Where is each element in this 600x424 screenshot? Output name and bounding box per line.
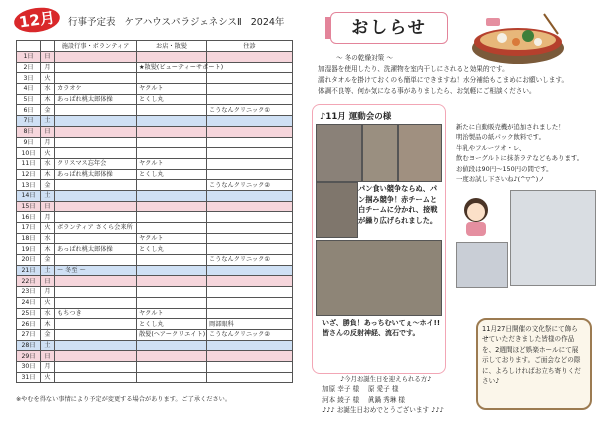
table-row	[17, 169, 293, 180]
birthday-line: ♪♪♪ お誕生日おめでとうございます ♪♪♪	[322, 406, 444, 414]
event-cell	[55, 190, 137, 201]
table-row	[17, 276, 293, 287]
column-header-dow	[41, 41, 55, 52]
dow-cell: 金	[41, 255, 55, 266]
day-cell: 19日	[17, 244, 41, 255]
day-cell: 23日	[17, 287, 41, 298]
event-cell	[55, 137, 137, 148]
shop-cell	[137, 126, 207, 137]
visit-cell	[207, 190, 293, 201]
visit-cell	[207, 223, 293, 234]
dow-cell: 日	[41, 201, 55, 212]
schedule-table	[16, 40, 293, 383]
visit-cell	[207, 233, 293, 244]
schedule-header-row	[17, 41, 293, 52]
dow-cell: 日	[41, 351, 55, 362]
month-badge: 12月	[13, 5, 62, 35]
day-cell: 16日	[17, 212, 41, 223]
event-cell	[55, 287, 137, 298]
day-cell: 6日	[17, 105, 41, 116]
vending-machine-photo	[510, 190, 596, 286]
shop-cell	[137, 212, 207, 223]
table-row	[17, 223, 293, 234]
event-cell	[55, 233, 137, 244]
vending-line: 一度お試し下さいね♪(^▽^)ノ	[456, 175, 545, 184]
vending-notice	[456, 122, 596, 184]
visit-cell: 岡部眼科	[207, 319, 293, 330]
day-cell: 25日	[17, 308, 41, 319]
dow-cell: 日	[41, 126, 55, 137]
event-cell	[55, 180, 137, 191]
table-row	[17, 62, 293, 73]
day-cell: 8日	[17, 126, 41, 137]
visit-cell	[207, 73, 293, 84]
shop-cell	[137, 190, 207, 201]
footnote: ※やむを得ない事情により予定が変更する場合があります。ご了承ください。	[16, 396, 232, 403]
visit-cell	[207, 84, 293, 95]
shop-cell	[137, 73, 207, 84]
birthday-heading: ♪今月お誕生日を迎えられる方♪	[340, 375, 432, 383]
table-row	[17, 116, 293, 127]
shop-cell	[137, 137, 207, 148]
event-cell	[55, 73, 137, 84]
vending-machine-photo-2	[456, 242, 508, 288]
event-cell: あっぱれ桃太郎体操	[55, 244, 137, 255]
column-header-shop: お店・散髪	[137, 41, 207, 52]
visit-cell: こうなんクリニック①	[207, 105, 293, 116]
event-cell	[55, 319, 137, 330]
shop-cell: ヤクルト	[137, 308, 207, 319]
event-cell: カラオケ	[55, 84, 137, 95]
shop-cell: とくし丸	[137, 244, 207, 255]
event-cell	[55, 212, 137, 223]
dow-cell: 水	[41, 158, 55, 169]
table-row	[17, 297, 293, 308]
day-cell: 4日	[17, 84, 41, 95]
shop-cell: とくし丸	[137, 169, 207, 180]
visit-cell	[207, 361, 293, 372]
table-row	[17, 137, 293, 148]
shop-cell	[137, 297, 207, 308]
day-cell: 27日	[17, 329, 41, 340]
day-cell: 30日	[17, 361, 41, 372]
event-cell: あっぱれ桃太郎体操	[55, 169, 137, 180]
dow-cell: 月	[41, 361, 55, 372]
shop-cell	[137, 116, 207, 127]
doc-label: 行事予定表	[68, 17, 116, 28]
dow-cell: 木	[41, 244, 55, 255]
table-row	[17, 319, 293, 330]
day-cell: 1日	[17, 52, 41, 63]
dow-cell: 月	[41, 137, 55, 148]
column-header-day	[17, 41, 41, 52]
visit-cell	[207, 297, 293, 308]
vending-line: 飲むヨーグルトに抹茶ラテなどもあります。	[456, 154, 584, 163]
dow-cell: 月	[41, 212, 55, 223]
vending-line: 明治製品の紙パック飲料です。	[456, 133, 545, 142]
sports-photo-3	[398, 124, 442, 182]
shop-cell	[137, 361, 207, 372]
dow-cell: 日	[41, 52, 55, 63]
event-cell	[55, 105, 137, 116]
day-cell: 13日	[17, 180, 41, 191]
visit-cell	[207, 137, 293, 148]
day-cell: 26日	[17, 319, 41, 330]
shop-cell: ヤクルト	[137, 233, 207, 244]
dow-cell: 火	[41, 297, 55, 308]
sports-photo-4	[316, 182, 358, 238]
dow-cell: 金	[41, 180, 55, 191]
vending-line: お値段は90円～150円の間です。	[456, 164, 553, 173]
column-header-visit: 往診	[207, 41, 293, 52]
shop-cell	[137, 372, 207, 383]
table-row	[17, 94, 293, 105]
shop-cell	[137, 255, 207, 266]
vending-line: 新たに自動販売機が追加されました！	[456, 123, 565, 131]
table-row	[17, 190, 293, 201]
day-cell: 22日	[17, 276, 41, 287]
table-row	[17, 372, 293, 383]
facility-name: ケアハウスパラジェネシスⅡ	[124, 17, 242, 28]
column-header-event: 施設行事・ボランティア	[55, 41, 137, 52]
dow-cell: 土	[41, 340, 55, 351]
birthday-line: 加原 幸子 様 原 愛子 様	[322, 385, 399, 393]
art-exhibit-note: 11月27日開催の文化祭にて飾らせていただきました皆様の作品を、2週間ほど娯楽ホールにて展示しております。ご面会などの際に、よろしければお立ち寄りください♪	[482, 325, 581, 386]
event-cell	[55, 52, 137, 63]
shop-cell: 散髪(ヘアークリエイト)	[137, 329, 207, 340]
dow-cell: 土	[41, 265, 55, 276]
day-cell: 21日	[17, 265, 41, 276]
event-cell	[55, 297, 137, 308]
table-row	[17, 84, 293, 95]
sports-photo-5	[316, 240, 442, 316]
event-cell: もちつき	[55, 308, 137, 319]
day-cell: 7日	[17, 116, 41, 127]
shop-cell	[137, 180, 207, 191]
event-cell	[55, 116, 137, 127]
visit-cell	[207, 126, 293, 137]
dow-cell: 木	[41, 319, 55, 330]
dow-cell: 火	[41, 372, 55, 383]
shop-cell: とくし丸	[137, 94, 207, 105]
table-row	[17, 255, 293, 266]
shop-cell	[137, 340, 207, 351]
table-row	[17, 158, 293, 169]
visit-cell	[207, 372, 293, 383]
dow-cell: 金	[41, 105, 55, 116]
table-row	[17, 351, 293, 362]
day-cell: 10日	[17, 148, 41, 159]
shop-cell: ヤクルト	[137, 158, 207, 169]
day-cell: 15日	[17, 201, 41, 212]
shop-cell	[137, 105, 207, 116]
dow-cell: 土	[41, 116, 55, 127]
birthday-names	[322, 384, 444, 416]
visit-cell	[207, 351, 293, 362]
event-cell	[55, 372, 137, 383]
event-cell	[55, 126, 137, 137]
day-cell: 18日	[17, 233, 41, 244]
shop-cell	[137, 287, 207, 298]
shop-cell: とくし丸	[137, 319, 207, 330]
day-cell: 29日	[17, 351, 41, 362]
day-cell: 12日	[17, 169, 41, 180]
event-cell	[55, 329, 137, 340]
visit-cell	[207, 116, 293, 127]
event-cell: あっぱれ桃太郎体操	[55, 94, 137, 105]
dow-cell: 水	[41, 233, 55, 244]
visit-cell	[207, 94, 293, 105]
day-cell: 28日	[17, 340, 41, 351]
day-cell: 24日	[17, 297, 41, 308]
dow-cell: 火	[41, 148, 55, 159]
shop-cell	[137, 265, 207, 276]
event-cell	[55, 148, 137, 159]
day-cell: 14日	[17, 190, 41, 201]
dow-cell: 木	[41, 169, 55, 180]
winter-line: 体調不良等、何か気になる事がありましたら、お気軽にご相談ください。	[318, 87, 536, 95]
day-cell: 3日	[17, 73, 41, 84]
dow-cell: 木	[41, 94, 55, 105]
visit-cell	[207, 52, 293, 63]
table-row	[17, 287, 293, 298]
shop-cell: ヤクルト	[137, 84, 207, 95]
notice-title: おしらせ	[330, 12, 448, 44]
visit-cell	[207, 169, 293, 180]
visit-cell	[207, 201, 293, 212]
event-cell	[55, 351, 137, 362]
dow-cell: 日	[41, 276, 55, 287]
dow-cell: 火	[41, 223, 55, 234]
dow-cell: 月	[41, 62, 55, 73]
visit-cell	[207, 265, 293, 276]
visit-cell	[207, 148, 293, 159]
table-row	[17, 329, 293, 340]
visit-cell	[207, 308, 293, 319]
visit-cell: こうなんクリニック②	[207, 329, 293, 340]
table-row	[17, 265, 293, 276]
shop-cell	[137, 351, 207, 362]
event-cell	[55, 276, 137, 287]
dow-cell: 水	[41, 308, 55, 319]
dow-cell: 月	[41, 287, 55, 298]
visit-cell	[207, 276, 293, 287]
visit-cell	[207, 158, 293, 169]
day-cell: 5日	[17, 94, 41, 105]
table-row	[17, 244, 293, 255]
shop-cell	[137, 223, 207, 234]
table-row	[17, 126, 293, 137]
winter-line: 加湿器を使用したり、洗濯物を室内干しにされると効果的です。	[318, 65, 509, 73]
event-cell	[55, 255, 137, 266]
table-row	[17, 233, 293, 244]
sports-caption: パン食い競争ならぬ、パン掴み競争！赤チームと白チームに分かれ、接戦が繰り広げられました。	[358, 184, 438, 225]
shop-cell	[137, 52, 207, 63]
table-row	[17, 212, 293, 223]
schedule-body	[17, 52, 293, 383]
event-cell: クリスマス忘年会	[55, 158, 137, 169]
shop-cell: ★散髪(ビューティーサポート)	[137, 62, 207, 73]
dow-cell: 水	[41, 84, 55, 95]
visit-cell	[207, 287, 293, 298]
table-row	[17, 52, 293, 63]
table-row	[17, 340, 293, 351]
day-cell: 17日	[17, 223, 41, 234]
sports-cheer-text: いざ、勝負！あっちむいてぇ～ホイ!!皆さんの反射神経、流石です。	[322, 319, 441, 337]
year-label: 2024年	[250, 17, 285, 28]
hotpot-illustration	[466, 8, 570, 70]
sports-day-title: ♪11月 運動会の様	[320, 112, 392, 122]
event-cell	[55, 62, 137, 73]
visit-cell: こうなんクリニック②	[207, 180, 293, 191]
visit-cell	[207, 340, 293, 351]
event-cell	[55, 361, 137, 372]
vending-line: 牛乳やフルーツオ・レ、	[456, 143, 526, 152]
winter-text	[318, 64, 588, 97]
day-cell: 11日	[17, 158, 41, 169]
visit-cell	[207, 212, 293, 223]
dow-cell: 火	[41, 73, 55, 84]
winter-line: 濡れタオルを掛けておくのも簡単にできますね！水分補給もこまめにお願いします。	[318, 76, 569, 84]
table-row	[17, 148, 293, 159]
day-cell: 2日	[17, 62, 41, 73]
sports-photo-2	[362, 124, 398, 182]
dow-cell: 金	[41, 329, 55, 340]
event-cell: ～ 冬至 ～	[55, 265, 137, 276]
visit-cell	[207, 244, 293, 255]
day-cell: 20日	[17, 255, 41, 266]
shop-cell	[137, 201, 207, 212]
day-cell: 9日	[17, 137, 41, 148]
table-row	[17, 308, 293, 319]
schedule-title	[68, 14, 290, 28]
table-row	[17, 73, 293, 84]
event-cell	[55, 340, 137, 351]
table-row	[17, 105, 293, 116]
day-cell: 31日	[17, 372, 41, 383]
table-row	[17, 361, 293, 372]
event-cell: ボランティア さくら会来所	[55, 223, 137, 234]
table-row	[17, 180, 293, 191]
event-cell	[55, 201, 137, 212]
dow-cell: 土	[41, 190, 55, 201]
shop-cell	[137, 148, 207, 159]
table-row	[17, 201, 293, 212]
birthday-line: 河本 綾子 様 眞鍋 秀琳 様	[322, 395, 406, 404]
visit-cell: こうなんクリニック①	[207, 255, 293, 266]
girl-illustration	[456, 194, 496, 238]
sports-photo-1	[316, 124, 362, 182]
winter-heading: ～ 冬の乾燥対策 ～	[336, 54, 393, 62]
shop-cell	[137, 276, 207, 287]
